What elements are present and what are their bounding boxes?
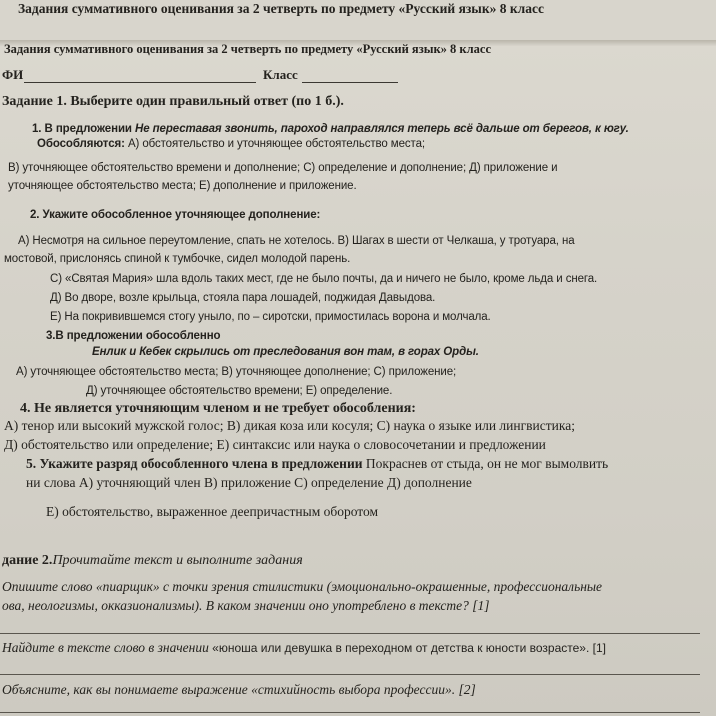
q3-title: 3.В предложении обособленно [46,330,221,342]
q1-sentence: Не переставая звонить, пароход направлялся теперь всё дальше от берегов, к югу. [135,123,629,135]
task2-title [2,553,303,568]
q2-title: 2. Укажите обособленное уточняющее дополнение: [30,209,321,221]
task2-q2-definition: «юноша или девушка в переходном от детства к юности возрасте». [1] [208,641,606,655]
q1-number: 1. [32,123,42,135]
task2-title-bold: дание 2. [2,553,53,568]
q2-line1: А) Несмотря на сильное переутомление, спать не хотелось. В) Шагах в шести от Челкаша, у тротуара, на [18,235,575,247]
task2-q1-line1: Опишите слово «пиарщик» с точки зрения стилистики (эмоционально-окрашенные, профессиональные [2,579,603,594]
q5-option-e: Е) обстоятельство, выраженное деепричастным оборотом [46,504,379,519]
class-blank-line [302,82,398,83]
q4-title: 4. Не является уточняющим членом и не требует обособления: [20,401,416,416]
answer-line-1 [0,633,700,634]
q2-line5: Е) На покривившемся стогу уныло, по – сиротски, примостилась ворона и молчала. [50,311,491,323]
q4-options-line2: Д) обстоятельство или определение; Е) синтаксис или наука о словосочетании и предложении [4,437,546,452]
q3-sentence: Енлик и Кебек скрылись от преследования вон там, в горах Орды. [92,346,479,358]
q4-options-line1: А) тенор или высокий мужской голос; В) дикая коза или косуля; С) наука о языке или лингвистика; [4,418,575,433]
task2-q3-line: Объясните, как вы понимаете выражение «стихийность выбора профессии». [2] [2,682,476,697]
q1-option-a: А) обстоятельство и уточняющее обстоятельство места; [127,138,425,150]
q5-options-line: ни слова А) уточняющий член В) приложение С) определение Д) дополнение [26,475,472,490]
q5-title-bold: 5. Укажите разряд обособленного члена в предложении [26,456,363,471]
class-label: Класс [263,67,298,82]
task2-q1-line2: ова, неологизмы, окказионализмы). В каком значении оно употреблено в тексте? [1] [2,598,490,613]
q3-options-line2: Д) уточняющее обстоятельство времени; Е) определение. [86,385,393,397]
fio-blank-line [24,82,256,83]
q2-line4: Д) Во дворе, возле крыльца, стояла пара лошадей, поджидая Давыдова. [50,292,436,304]
q1-options-line: В) уточняющее обстоятельство времени и дополнение; С) определение и дополнение; Д) приложение и [8,162,558,174]
q1-lead: В предложении [44,123,132,135]
q2-line3: С) «Святая Мария» шла вдоль таких мест, где не было почты, да и ничего не было, кроме льда и снега. [50,273,598,285]
task1-title: Задание 1. Выберите один правильный ответ (по 1 б.). [2,94,344,109]
q1-line1 [32,123,629,136]
q1-line2 [37,138,425,151]
fio-label: ФИ [2,67,24,82]
q1-options-line2: уточняющее обстоятельство места; Е) дополнение и приложение. [8,180,357,192]
q3-options-line1: А) уточняющее обстоятельство места; В) уточняющее дополнение; С) приложение; [16,366,457,378]
task2-q2-line [2,641,606,656]
answer-line-2 [0,674,700,675]
task2-title-italic: Прочитайте текст и выполните задания [52,553,303,568]
q1-obosoblyayutsya: Обособляются: [37,138,125,150]
answer-line-3 [0,712,700,713]
q2-line2: мостовой, прислонясь спиной к тумбочке, сидел молодой парень. [4,253,351,265]
top-header: Задания суммативного оценивания за 2 четверть по предмету «Русский язык» 8 класс [18,1,544,16]
q5-title-line [26,457,608,472]
task2-q2-italic: Найдите в тексте слово в значении [2,640,209,655]
q5-title-sentence: Покраснев от стыда, он не мог вымолвить [362,456,609,471]
worksheet-header: Задания суммативного оценивания за 2 четверть по предмету «Русский язык» 8 класс [4,42,491,56]
